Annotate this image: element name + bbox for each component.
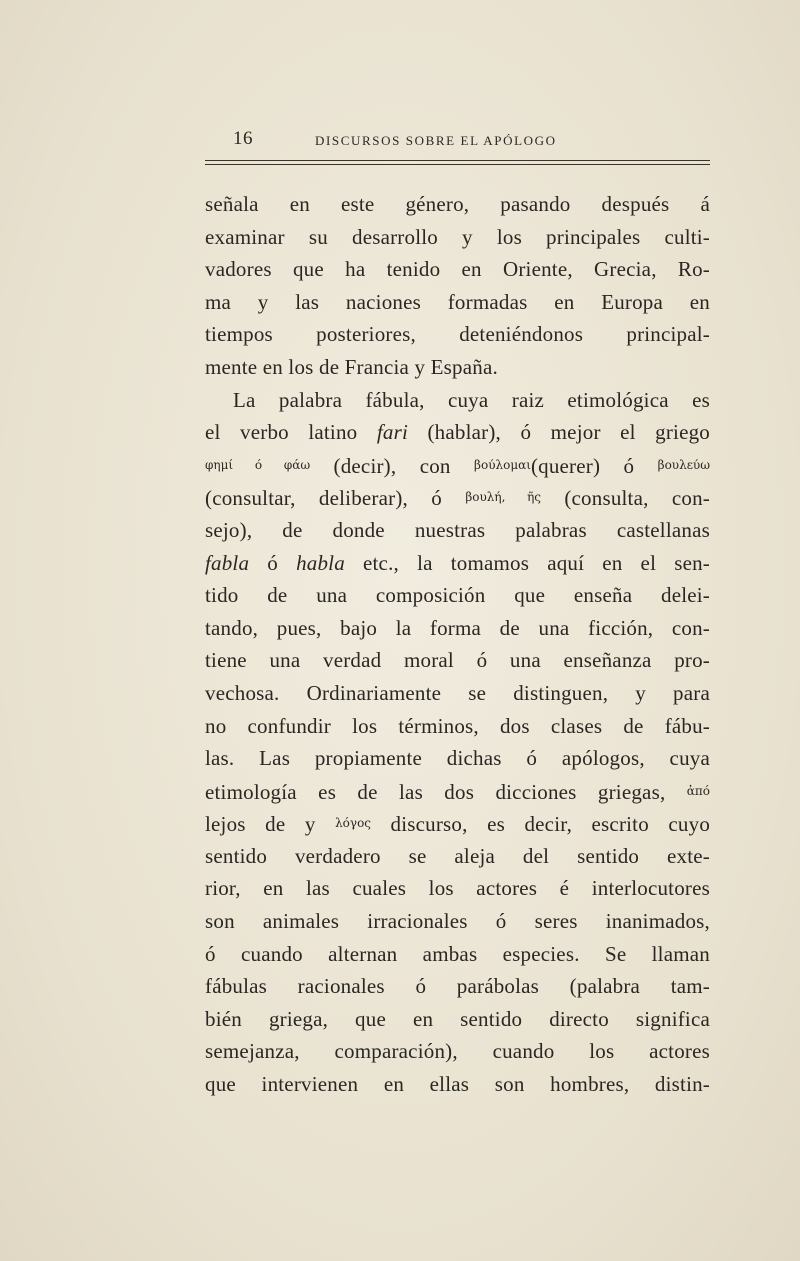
text-line: rior, en las cuales los actores é interlocutores: [205, 876, 710, 901]
page-number: 16: [233, 128, 253, 149]
text-line: etimología es de las dos dicciones griegas, ἀπό: [205, 779, 710, 804]
text-line: mente en los de Francia y España.: [205, 354, 498, 379]
text-line: tando, pues, bajo la forma de una ficción, con-: [205, 615, 710, 640]
text-line: tiempos posteriores, deteniéndonos principal-: [205, 322, 710, 347]
text-line: sejo), de donde nuestras palabras castellanas: [205, 517, 710, 542]
greek-word: βούλομαι: [474, 457, 531, 472]
body-text: [205, 188, 710, 1101]
italic-word: habla: [296, 550, 345, 575]
text-line: sentido verdadero se aleja del sentido exte-: [205, 843, 710, 868]
text-line: que intervienen en ellas son hombres, distin-: [205, 1072, 710, 1097]
greek-word: βουλεύω: [657, 457, 710, 472]
text-line: señala en este género, pasando después á: [205, 192, 710, 216]
latin-word: fari: [376, 420, 408, 445]
italic-word: fabla: [205, 550, 250, 575]
text-line: (consultar, deliberar), ó βουλή, ῆς (consulta, con-: [205, 486, 710, 511]
text-line: ma y las naciones formadas en Europa en: [205, 289, 710, 314]
text-line: semejanza, comparación), cuando los actores: [205, 1039, 710, 1064]
text-line: ó cuando alternan ambas especies. Se llaman: [205, 941, 710, 966]
page-header: [205, 128, 710, 158]
text-line: fabla ó habla etc., la tomamos aquí en el sen-: [205, 550, 710, 575]
text-line: lejos de y λόγος discurso, es decir, escrito cuyo: [205, 812, 711, 837]
text-line: el verbo latino fari (hablar), ó mejor el griego: [205, 420, 710, 445]
text-line: las. Las propiamente dichas ó apólogos, cuya: [205, 746, 710, 771]
text-line: bién griega, que en sentido directo significa: [205, 1006, 710, 1031]
text-line: no confundir los términos, dos clases de fábu-: [205, 713, 710, 738]
text-line: fábulas racionales ó parábolas (palabra tam-: [205, 974, 710, 999]
text-line: vadores que ha tenido en Oriente, Grecia, Ro-: [205, 257, 710, 282]
header-rule-thin: [205, 164, 710, 165]
text-line: son animales irracionales ó seres inanimados,: [205, 909, 710, 934]
greek-word: βουλή, ῆς: [465, 490, 541, 505]
greek-word: φημί ó φάω: [205, 457, 311, 472]
text-line: La palabra fábula, cuya raiz etimológica es: [233, 387, 710, 412]
greek-word: λόγος: [335, 816, 372, 831]
text-line: φημί ó φάω (decir), con βούλομαι(querer) ó βουλεύω: [205, 453, 710, 478]
running-title: DISCURSOS SOBRE EL APÓLOGO: [315, 133, 557, 148]
header-rule: [205, 160, 710, 161]
text-line: tido de una composición que enseña delei-: [205, 583, 710, 608]
text-line: vechosa. Ordinariamente se distinguen, y para: [205, 680, 710, 705]
text-line: tiene una verdad moral ó una enseñanza pro-: [205, 648, 710, 673]
greek-word: ἀπό: [686, 783, 710, 798]
text-line: examinar su desarrollo y los principales culti-: [205, 224, 710, 249]
